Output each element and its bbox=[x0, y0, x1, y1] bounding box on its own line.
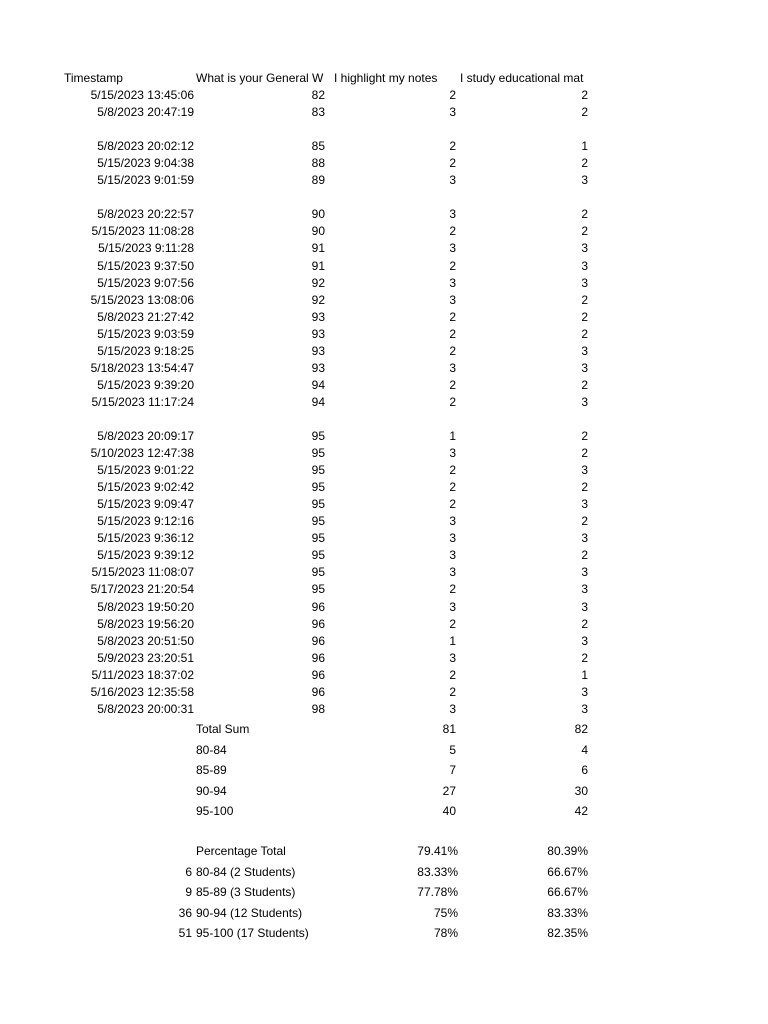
timestamp-cell: 5/15/2023 9:01:22 bbox=[97, 463, 194, 477]
highlight-cell: 2 bbox=[449, 88, 456, 102]
timestamp-cell: 5/15/2023 9:37:50 bbox=[97, 259, 194, 273]
study-cell: 3 bbox=[581, 685, 588, 699]
average-cell: 88 bbox=[311, 156, 325, 170]
header-study-educational-materials: I study educational mat bbox=[460, 71, 584, 85]
percentage-highlight-value: 75% bbox=[433, 906, 458, 920]
study-cell: 3 bbox=[581, 276, 588, 290]
timestamp-cell: 5/8/2023 19:56:20 bbox=[97, 617, 194, 631]
percentage-study-value: 66.67% bbox=[547, 865, 588, 879]
timestamp-cell: 5/15/2023 9:02:42 bbox=[97, 480, 194, 494]
highlight-cell: 3 bbox=[449, 105, 456, 119]
highlight-cell: 2 bbox=[449, 224, 456, 238]
average-cell: 92 bbox=[311, 293, 325, 307]
timestamp-cell: 5/18/2023 13:54:47 bbox=[90, 361, 194, 375]
average-cell: 92 bbox=[311, 276, 325, 290]
summary-highlight-value: 81 bbox=[442, 722, 456, 736]
highlight-cell: 3 bbox=[449, 207, 456, 221]
average-cell: 89 bbox=[311, 173, 325, 187]
summary-highlight-value: 40 bbox=[442, 804, 456, 818]
study-cell: 2 bbox=[581, 224, 588, 238]
study-cell: 3 bbox=[581, 702, 588, 716]
highlight-cell: 3 bbox=[449, 600, 456, 614]
average-cell: 96 bbox=[311, 634, 325, 648]
average-cell: 85 bbox=[311, 139, 325, 153]
percentage-highlight-value: 79.41% bbox=[417, 844, 458, 858]
timestamp-cell: 5/15/2023 9:12:16 bbox=[97, 514, 194, 528]
average-cell: 91 bbox=[311, 241, 325, 255]
highlight-cell: 1 bbox=[449, 429, 456, 443]
timestamp-cell: 5/8/2023 20:47:19 bbox=[97, 105, 194, 119]
header-general-weighted-average: What is your General W bbox=[196, 71, 324, 85]
average-cell: 96 bbox=[311, 685, 325, 699]
study-cell: 3 bbox=[581, 361, 588, 375]
timestamp-cell: 5/15/2023 9:07:56 bbox=[97, 276, 194, 290]
highlight-cell: 2 bbox=[449, 344, 456, 358]
average-cell: 96 bbox=[311, 668, 325, 682]
study-cell: 2 bbox=[581, 651, 588, 665]
average-cell: 95 bbox=[311, 429, 325, 443]
average-cell: 90 bbox=[311, 224, 325, 238]
summary-study-value: 82 bbox=[574, 722, 588, 736]
percentage-label: Percentage Total bbox=[196, 844, 286, 858]
study-cell: 2 bbox=[581, 105, 588, 119]
average-cell: 93 bbox=[311, 361, 325, 375]
highlight-cell: 3 bbox=[449, 361, 456, 375]
percentage-count: 9 bbox=[185, 885, 192, 899]
study-cell: 2 bbox=[581, 548, 588, 562]
timestamp-cell: 5/8/2023 19:50:20 bbox=[97, 600, 194, 614]
average-cell: 95 bbox=[311, 446, 325, 460]
summary-label: 80-84 bbox=[196, 743, 227, 757]
highlight-cell: 2 bbox=[449, 582, 456, 596]
percentage-highlight-value: 78% bbox=[433, 926, 458, 940]
percentage-label: 95-100 (17 Students) bbox=[196, 926, 309, 940]
timestamp-cell: 5/15/2023 11:08:28 bbox=[91, 224, 194, 238]
highlight-cell: 2 bbox=[449, 310, 456, 324]
percentage-study-value: 82.35% bbox=[547, 926, 588, 940]
average-cell: 94 bbox=[311, 395, 325, 409]
average-cell: 94 bbox=[311, 378, 325, 392]
highlight-cell: 3 bbox=[449, 702, 456, 716]
highlight-cell: 2 bbox=[449, 463, 456, 477]
average-cell: 96 bbox=[311, 600, 325, 614]
average-cell: 82 bbox=[311, 88, 325, 102]
highlight-cell: 3 bbox=[449, 651, 456, 665]
highlight-cell: 3 bbox=[449, 241, 456, 255]
average-cell: 83 bbox=[311, 105, 325, 119]
average-cell: 98 bbox=[311, 702, 325, 716]
percentage-study-value: 83.33% bbox=[547, 906, 588, 920]
average-cell: 95 bbox=[311, 514, 325, 528]
summary-study-value: 42 bbox=[574, 804, 588, 818]
study-cell: 3 bbox=[581, 173, 588, 187]
timestamp-cell: 5/9/2023 23:20:51 bbox=[97, 651, 194, 665]
study-cell: 3 bbox=[581, 395, 588, 409]
average-cell: 95 bbox=[311, 548, 325, 562]
study-cell: 3 bbox=[581, 634, 588, 648]
study-cell: 3 bbox=[581, 463, 588, 477]
highlight-cell: 1 bbox=[449, 634, 456, 648]
average-cell: 95 bbox=[311, 531, 325, 545]
average-cell: 95 bbox=[311, 497, 325, 511]
timestamp-cell: 5/15/2023 9:04:38 bbox=[97, 156, 194, 170]
study-cell: 2 bbox=[581, 446, 588, 460]
highlight-cell: 3 bbox=[449, 446, 456, 460]
study-cell: 2 bbox=[581, 378, 588, 392]
timestamp-cell: 5/8/2023 21:27:42 bbox=[97, 310, 194, 324]
percentage-count: 36 bbox=[178, 906, 192, 920]
timestamp-cell: 5/15/2023 9:01:59 bbox=[97, 173, 194, 187]
average-cell: 91 bbox=[311, 259, 325, 273]
study-cell: 3 bbox=[581, 565, 588, 579]
highlight-cell: 2 bbox=[449, 395, 456, 409]
study-cell: 1 bbox=[581, 139, 588, 153]
highlight-cell: 2 bbox=[449, 480, 456, 494]
timestamp-cell: 5/17/2023 21:20:54 bbox=[90, 582, 194, 596]
percentage-study-value: 66.67% bbox=[547, 885, 588, 899]
percentage-highlight-value: 77.78% bbox=[417, 885, 458, 899]
timestamp-cell: 5/8/2023 20:09:17 bbox=[97, 429, 194, 443]
summary-study-value: 6 bbox=[581, 763, 588, 777]
timestamp-cell: 5/11/2023 18:37:02 bbox=[91, 668, 194, 682]
summary-study-value: 30 bbox=[574, 784, 588, 798]
highlight-cell: 3 bbox=[449, 276, 456, 290]
timestamp-cell: 5/15/2023 9:11:28 bbox=[98, 241, 194, 255]
timestamp-cell: 5/15/2023 9:36:12 bbox=[97, 531, 194, 545]
study-cell: 3 bbox=[581, 531, 588, 545]
highlight-cell: 3 bbox=[449, 531, 456, 545]
study-cell: 3 bbox=[581, 344, 588, 358]
study-cell: 2 bbox=[581, 207, 588, 221]
average-cell: 93 bbox=[311, 327, 325, 341]
study-cell: 2 bbox=[581, 88, 588, 102]
header-highlight-notes: I highlight my notes bbox=[334, 71, 438, 85]
highlight-cell: 3 bbox=[449, 293, 456, 307]
timestamp-cell: 5/15/2023 9:39:20 bbox=[97, 378, 194, 392]
timestamp-cell: 5/15/2023 9:18:25 bbox=[97, 344, 194, 358]
summary-highlight-value: 7 bbox=[449, 763, 456, 777]
timestamp-cell: 5/8/2023 20:22:57 bbox=[97, 207, 194, 221]
study-cell: 2 bbox=[581, 156, 588, 170]
timestamp-cell: 5/15/2023 9:03:59 bbox=[97, 327, 194, 341]
header-timestamp: Timestamp bbox=[64, 71, 123, 85]
timestamp-cell: 5/16/2023 12:35:58 bbox=[90, 685, 194, 699]
timestamp-cell: 5/15/2023 9:39:12 bbox=[97, 548, 194, 562]
average-cell: 95 bbox=[311, 565, 325, 579]
summary-label: 95-100 bbox=[196, 804, 234, 818]
average-cell: 95 bbox=[311, 463, 325, 477]
percentage-highlight-value: 83.33% bbox=[417, 865, 458, 879]
timestamp-cell: 5/8/2023 20:00:31 bbox=[97, 702, 194, 716]
study-cell: 1 bbox=[581, 668, 588, 682]
study-cell: 3 bbox=[581, 259, 588, 273]
timestamp-cell: 5/15/2023 13:45:06 bbox=[90, 88, 194, 102]
percentage-count: 51 bbox=[178, 926, 192, 940]
highlight-cell: 2 bbox=[449, 378, 456, 392]
study-cell: 2 bbox=[581, 310, 588, 324]
timestamp-cell: 5/15/2023 11:08:07 bbox=[91, 565, 194, 579]
timestamp-cell: 5/8/2023 20:02:12 bbox=[97, 139, 194, 153]
timestamp-cell: 5/15/2023 9:09:47 bbox=[97, 497, 194, 511]
percentage-label: 90-94 (12 Students) bbox=[196, 906, 303, 920]
highlight-cell: 3 bbox=[449, 548, 456, 562]
timestamp-cell: 5/15/2023 13:08:06 bbox=[90, 293, 194, 307]
highlight-cell: 2 bbox=[449, 327, 456, 341]
summary-label: Total Sum bbox=[196, 722, 250, 736]
summary-label: 90-94 bbox=[196, 784, 227, 798]
percentage-label: 80-84 (2 Students) bbox=[196, 865, 296, 879]
average-cell: 90 bbox=[311, 207, 325, 221]
timestamp-cell: 5/8/2023 20:51:50 bbox=[97, 634, 194, 648]
average-cell: 95 bbox=[311, 480, 325, 494]
summary-label: 85-89 bbox=[196, 763, 227, 777]
percentage-study-value: 80.39% bbox=[547, 844, 588, 858]
study-cell: 2 bbox=[581, 514, 588, 528]
average-cell: 95 bbox=[311, 582, 325, 596]
summary-highlight-value: 27 bbox=[442, 784, 456, 798]
study-cell: 2 bbox=[581, 429, 588, 443]
highlight-cell: 3 bbox=[449, 565, 456, 579]
percentage-count: 6 bbox=[185, 865, 192, 879]
percentage-label: 85-89 (3 Students) bbox=[196, 885, 296, 899]
highlight-cell: 2 bbox=[449, 259, 456, 273]
average-cell: 93 bbox=[311, 310, 325, 324]
summary-highlight-value: 5 bbox=[449, 743, 456, 757]
highlight-cell: 2 bbox=[449, 617, 456, 631]
study-cell: 2 bbox=[581, 480, 588, 494]
study-cell: 2 bbox=[581, 617, 588, 631]
highlight-cell: 2 bbox=[449, 156, 456, 170]
highlight-cell: 3 bbox=[449, 514, 456, 528]
study-cell: 3 bbox=[581, 497, 588, 511]
timestamp-cell: 5/15/2023 11:17:24 bbox=[91, 395, 194, 409]
study-cell: 3 bbox=[581, 600, 588, 614]
study-cell: 2 bbox=[581, 293, 588, 307]
highlight-cell: 2 bbox=[449, 139, 456, 153]
study-cell: 2 bbox=[581, 327, 588, 341]
average-cell: 93 bbox=[311, 344, 325, 358]
study-cell: 3 bbox=[581, 241, 588, 255]
summary-study-value: 4 bbox=[581, 743, 588, 757]
highlight-cell: 3 bbox=[449, 173, 456, 187]
highlight-cell: 2 bbox=[449, 668, 456, 682]
average-cell: 96 bbox=[311, 617, 325, 631]
highlight-cell: 2 bbox=[449, 685, 456, 699]
average-cell: 96 bbox=[311, 651, 325, 665]
timestamp-cell: 5/10/2023 12:47:38 bbox=[90, 446, 194, 460]
highlight-cell: 2 bbox=[449, 497, 456, 511]
study-cell: 3 bbox=[581, 582, 588, 596]
